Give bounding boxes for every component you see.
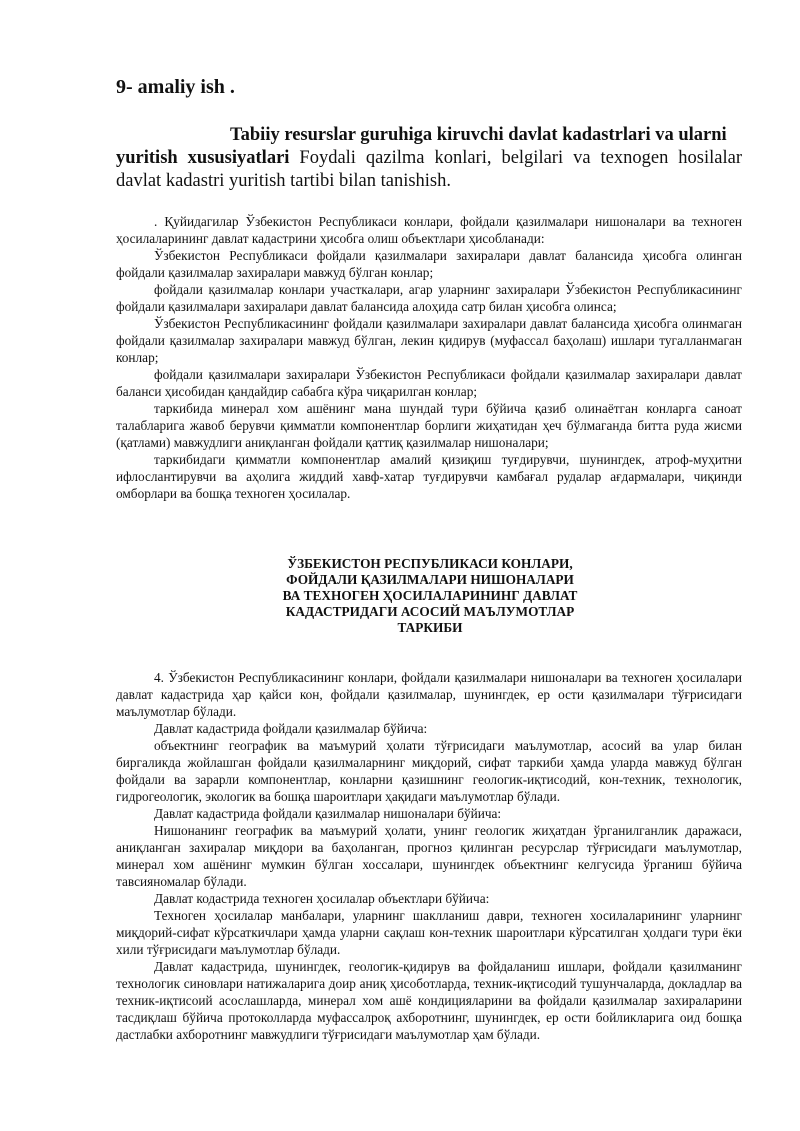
section-2-body xyxy=(116,669,742,1043)
document-title xyxy=(116,124,742,193)
heading-line: ВА ТЕХНОГЕН ҲОСИЛАЛАРИНИНГ ДАВЛАТ xyxy=(282,588,578,603)
title-bold-part-2: yuritish xususiyatlari xyxy=(116,148,290,168)
paragraph: Давлат кодастрида техноген ҳосилалар объектлари бўйича: xyxy=(154,891,490,906)
paragraph: таркибида минерал хом ашёнинг мана шундай тури бўйича қазиб олинаётган конларга саноат талабларига жавоб берувчи қимматли компонентлар борлиги жиҳатидан ҳеч бўлмаганда битта руда жисми (қатлами) мавжудлиги аниқланган фойдали қаттиқ қазилмалар нишоналари; xyxy=(116,401,742,450)
paragraph: Нишонанинг географик ва маъмурий ҳолати, унинг геологик жиҳатдан ўрганилганлик даражаси, аниқланган захиралар миқдори ва баҳоланган, прогноз қилинган ресурслар тўғрисидаги маълумотлар, минерал хом ашёнинг мумкин бўлган хоссалари, шунингдек объектнинг келгусида ўрганиш бўйича тавсияномалар бўлади. xyxy=(116,823,742,889)
paragraph: фойдали қазилмалари захиралари Ўзбекистон Республикаси фойдали қазилмалар захиралари давлат баланси ҳисобидан қандайдир сабабга кўра чиқарилган конлар; xyxy=(116,367,742,399)
heading-line: ФОЙДАЛИ ҚАЗИЛМАЛАРИ НИШОНАЛАРИ xyxy=(286,572,574,587)
paragraph: объектнинг географик ва маъмурий ҳолати тўғрисидаги маълумотлар, асосий ва улар билан биргаликда жойлашган фойдали қазилмаларнинг миқдорий, сифат таркиби ҳамда уларда мавжуд бўлган фойдали ва зарарли компонентлар, конларни қазишнинг геологик-иқтисодий, кон-техник, технологик, гидрогеологик, экологик ва бошқа шароитлари ҳақидаги маълумотлар бўлади. xyxy=(116,738,742,804)
paragraph: Давлат кадастрида фойдали қазилмалар нишоналари бўйича: xyxy=(154,806,502,821)
paragraph: Ўзбекистон Республикасининг фойдали қазилмалари захиралари давлат балансида ҳисобга олинмаган фойдали қазилмалар захиралари мавжуд бўлган, лекин қидирув (муфассал баҳолаш) ишлари тугалланмаган конлар; xyxy=(116,316,742,365)
heading-line: ТАРКИБИ xyxy=(397,620,463,635)
paragraph: Техноген ҳосилалар манбалари, уларнинг шаклланиш даври, техноген хосилаларининг уларнинг миқдорий-сифат кўрсаткичлари ҳамда уларни сақлаш кон-техник шароитлари кўрсатилган ҳолдаги тури ёки хили тўғрисидаги маълумотлар бўлади. xyxy=(116,908,742,957)
heading-line: КАДАСТРИДАГИ АСОСИЙ МАЪЛУМОТЛАР xyxy=(285,604,575,619)
title-bold-line-1: Tabiiy resurslar guruhiga kiruvchi davlat kadastrlari va ularni xyxy=(230,125,727,145)
paragraph: фойдали қазилмалар конлари участкалари, агар уларнинг захиралари Ўзбекистон Республикасининг фойдали қазилмалари захиралари давлат балансида алоҳида сатр билан ҳисобга олинса; xyxy=(116,282,742,314)
paragraph: 4. Ўзбекистон Республикасининг конлари, фойдали қазилмалари нишоналари ва техноген ҳосилалари давлат кадастрида ҳар қайси кон, фойдали қазилмалар, шунингдек, ер ости қазилмалари тўғрисидаги маълумотлар бўлади. xyxy=(116,670,742,719)
heading-line: ЎЗБЕКИСТОН РЕСПУБЛИКАСИ КОНЛАРИ, xyxy=(287,556,573,571)
section-1-body xyxy=(116,213,742,502)
section-2-heading xyxy=(220,556,640,636)
paragraph: Давлат кадастрида, шунингдек, геологик-қидирув ва фойдаланиш ишлари, фойдали қазилманинг технологик синовлари натижаларига доир аниқ ҳисоботларда, техник-иқтисодий тушунчаларда, докладлар ва техник-иқтисоий асослашларда, минерал хом ашё кондицияларини ва фойдали қазилмалар захираларини тасдиқлаш бўйича протоколларда муфассалроқ ахборотнинг, шунингдек, ер ости бойликларига оид бошқа дастлабки ахборотнинг мавжудлиги тўғрисидаги маълумотлар ҳам бўлади. xyxy=(116,959,742,1042)
paragraph: Ўзбекистон Республикаси фойдали қазилмалари захиралари давлат балансида ҳисобга олинган фойдали қазилмалар захиралари мавжуд бўлган конлар; xyxy=(116,248,742,280)
paragraph: Давлат кадастрида фойдали қазилмалар бўйича: xyxy=(154,721,428,736)
lesson-number: 9- amaliy ish . xyxy=(116,76,235,98)
paragraph: таркибидаги қимматли компонентлар амалий қизиқиш туғдирувчи, шунингдек, атроф-муҳитни ифлослантирувчи ва аҳолига жиддий хавф-хатар туғдирувчи камбағал рудалар ағдармалари, чиқинди омборлари ва бошқа техноген ҳосилалар. xyxy=(116,452,742,501)
title-regular-part: Foydali qazilma konlari, belgilari va texnogen hosilalar davlat kadastri yuritish tartibi bilan tanishish. xyxy=(116,148,743,191)
paragraph: . Қуйидагилар Ўзбекистон Республикаси конлари, фойдали қазилмалари нишоналари ва техноген ҳосилаларининг давлат кадастрини ҳисобга олиш объектлари ҳисобланади: xyxy=(116,214,742,246)
